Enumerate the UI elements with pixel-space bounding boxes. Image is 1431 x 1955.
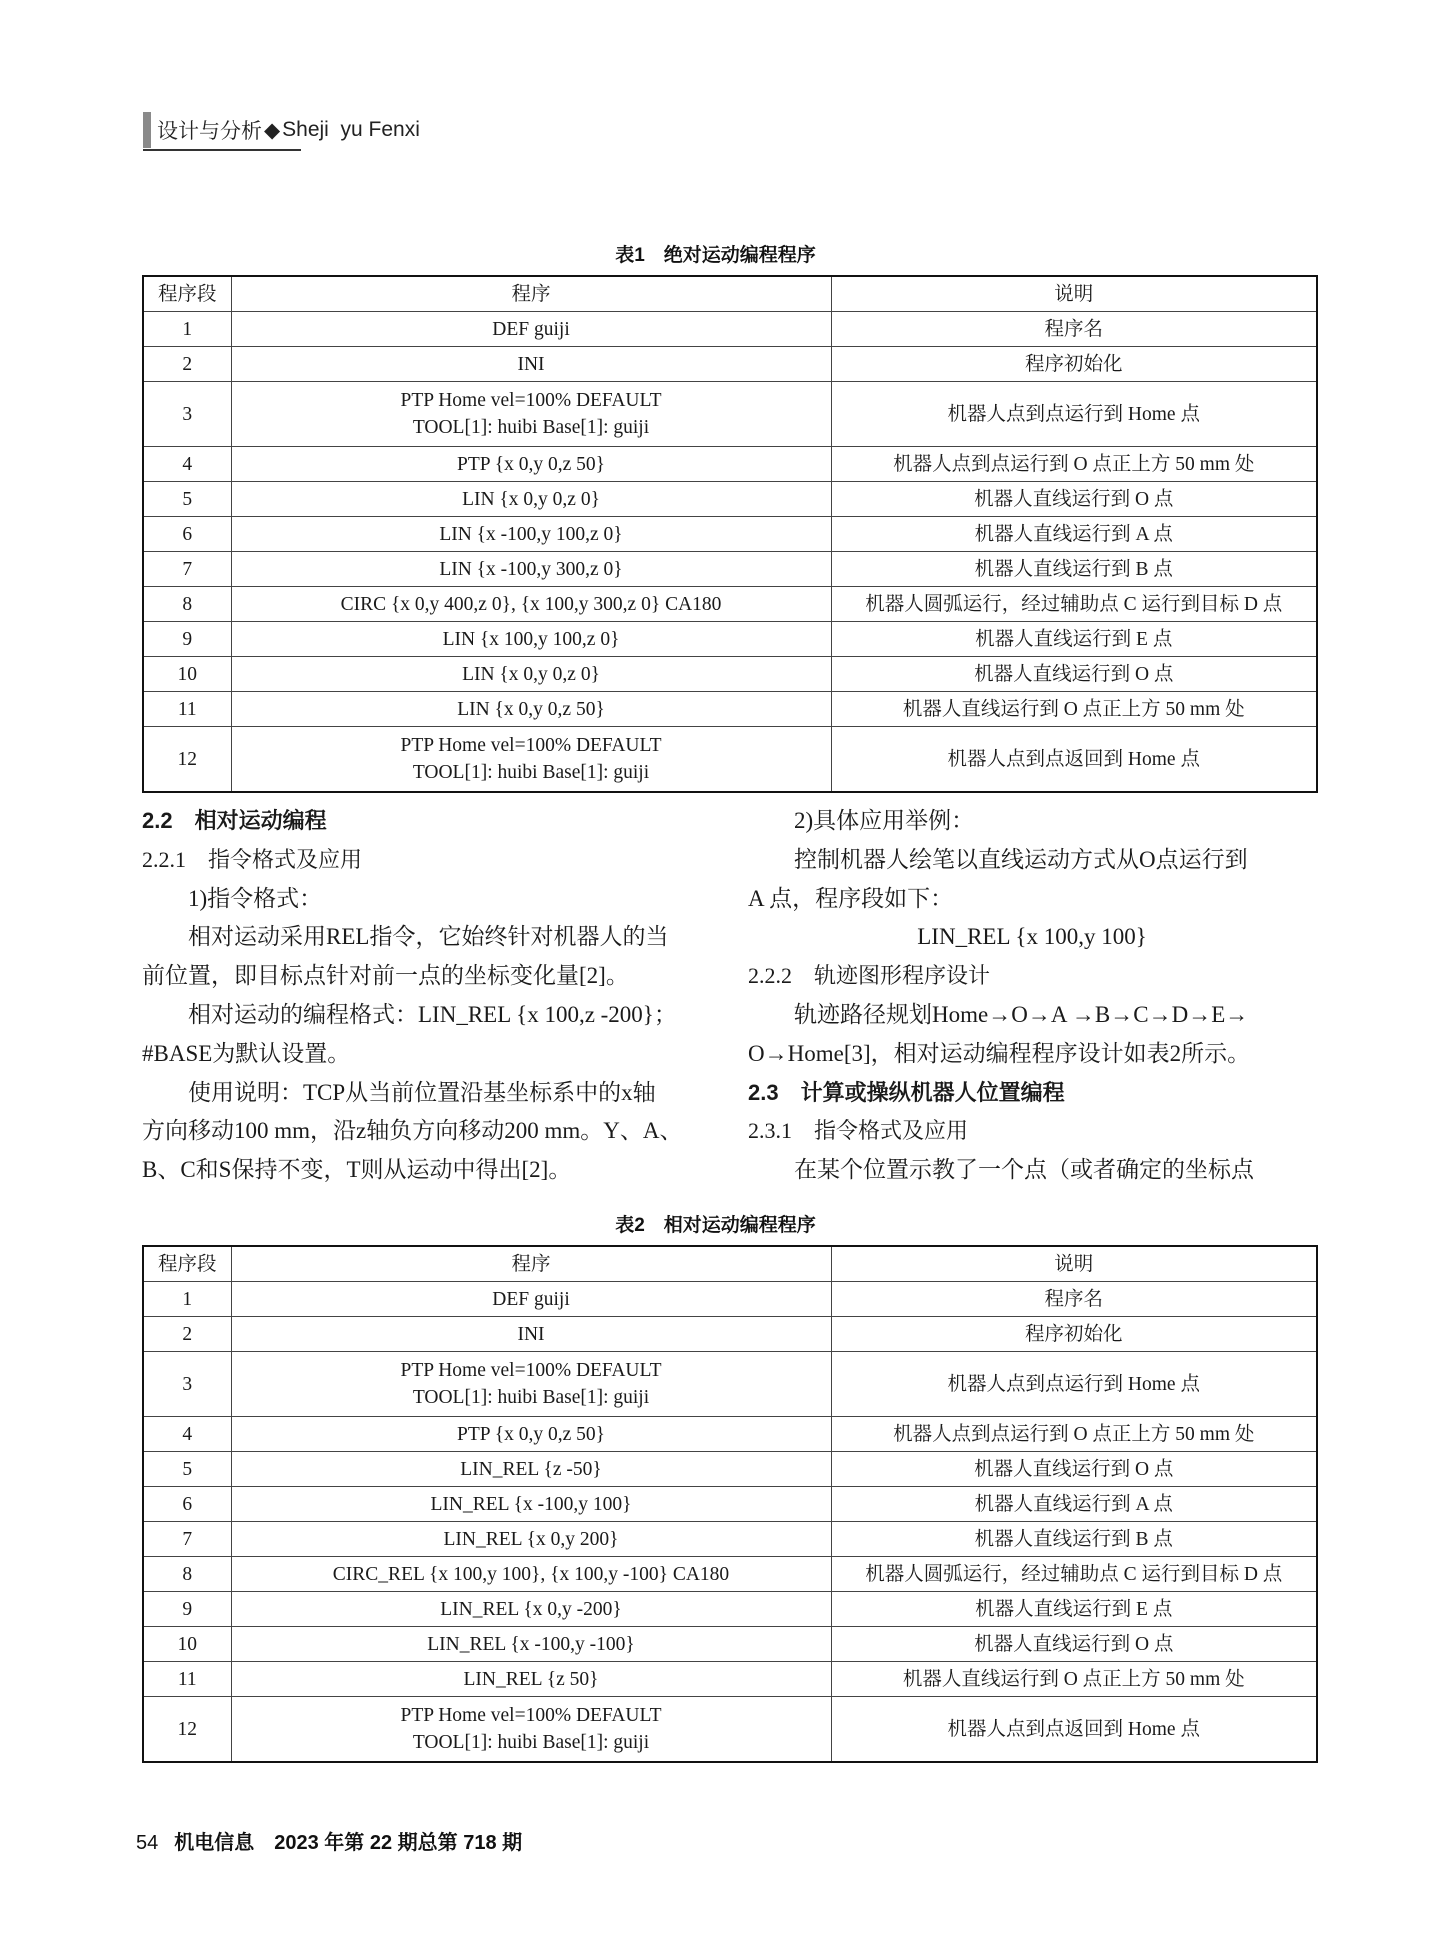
program-line: LIN {x 0,y 0,z 0} <box>462 488 600 510</box>
page-footer <box>136 1826 522 1855</box>
description-cell: 机器人直线运行到 O 点 <box>831 1452 1317 1487</box>
row-number: 9 <box>143 1592 231 1627</box>
table-row <box>143 1317 1317 1352</box>
row-number: 12 <box>143 727 231 793</box>
table-row <box>143 517 1317 552</box>
row-number: 10 <box>143 1627 231 1662</box>
subsection-heading: 2.3.1 指令格式及应用 <box>748 1118 969 1144</box>
description-cell: 机器人直线运行到 O 点 <box>831 657 1317 692</box>
paragraph-line: 使用说明：TCP从当前位置沿基坐标系中的x轴 <box>188 1079 656 1105</box>
program-cell <box>231 587 831 622</box>
program-line: LIN_REL {x -100,y 100} <box>430 1493 632 1515</box>
description-cell: 机器人圆弧运行，经过辅助点 C 运行到目标 D 点 <box>831 1557 1317 1592</box>
row-number: 7 <box>143 1522 231 1557</box>
program-line: INI <box>517 353 545 375</box>
table2-caption: 表2 相对运动编程程序 <box>615 1215 816 1236</box>
row-number: 4 <box>143 447 231 482</box>
program-cell <box>231 657 831 692</box>
program-line: PTP Home vel=100% DEFAULT <box>400 1360 662 1381</box>
paragraph-line: 前位置，即目标点针对前一点的坐标变化量[2]。 <box>142 963 629 989</box>
description-cell: 程序名 <box>831 1282 1317 1317</box>
table-row <box>143 1592 1317 1627</box>
program-line: LIN_REL {x 0,y -200} <box>440 1598 622 1620</box>
table1 <box>142 275 1318 793</box>
description-cell: 程序初始化 <box>831 347 1317 382</box>
program-line: LIN {x 0,y 0,z 0} <box>462 663 600 685</box>
description-cell: 机器人圆弧运行，经过辅助点 C 运行到目标 D 点 <box>831 587 1317 622</box>
program-line: PTP Home vel=100% DEFAULT <box>400 735 662 756</box>
description-cell: 机器人直线运行到 E 点 <box>831 622 1317 657</box>
row-number: 1 <box>143 312 231 347</box>
paragraph-line: #BASE为默认设置。 <box>142 1040 351 1066</box>
description-cell: 机器人直线运行到 O 点正上方 50 mm 处 <box>831 1662 1317 1697</box>
description-cell: 机器人点到点运行到 O 点正上方 50 mm 处 <box>831 447 1317 482</box>
description-cell: 机器人点到点返回到 Home 点 <box>831 1697 1317 1763</box>
program-cell <box>231 552 831 587</box>
table1-header-program: 程序 <box>231 276 831 312</box>
paragraph-line: 方向移动100 mm，沿z轴负方向移动200 mm。Y、A、 <box>142 1118 683 1144</box>
right-column <box>748 802 1316 1190</box>
table1-header-no: 程序段 <box>143 276 231 312</box>
program-cell <box>231 692 831 727</box>
table-row <box>143 1557 1317 1592</box>
table-row <box>143 587 1317 622</box>
program-line: PTP {x 0,y 0,z 50} <box>456 1423 605 1445</box>
program-line: PTP Home vel=100% DEFAULT <box>400 390 662 411</box>
description-cell: 机器人直线运行到 E 点 <box>831 1592 1317 1627</box>
description-cell: 程序初始化 <box>831 1317 1317 1352</box>
program-line: PTP Home vel=100% DEFAULT <box>400 1705 662 1726</box>
row-number: 3 <box>143 1352 231 1417</box>
program-cell <box>231 482 831 517</box>
description-cell: 程序名 <box>831 312 1317 347</box>
program-line: LIN_REL {x 0,y 200} <box>443 1528 619 1550</box>
row-number: 3 <box>143 382 231 447</box>
program-line-2: TOOL[1]: huibi Base[1]: guiji <box>412 1387 650 1408</box>
row-number: 1 <box>143 1282 231 1317</box>
table-row <box>143 1627 1317 1662</box>
program-cell <box>231 1452 831 1487</box>
description-cell: 机器人直线运行到 O 点正上方 50 mm 处 <box>831 692 1317 727</box>
table-row <box>143 447 1317 482</box>
table-row <box>143 382 1317 447</box>
table-row <box>143 1452 1317 1487</box>
program-line: LIN {x -100,y 300,z 0} <box>439 558 623 580</box>
paragraph-line: 相对运动采用REL指令，它始终针对机器人的当 <box>188 924 669 950</box>
program-cell <box>231 1487 831 1522</box>
row-number: 4 <box>143 1417 231 1452</box>
paragraph-line: LIN_REL {x 100,y 100} <box>917 924 1147 950</box>
header-accent-bar <box>143 112 151 148</box>
paragraph-line: 控制机器人绘笔以直线运动方式从O点运行到 <box>794 846 1248 872</box>
program-line: DEF guiji <box>492 318 570 340</box>
left-column <box>142 802 720 1190</box>
row-number: 11 <box>143 692 231 727</box>
program-line: LIN {x 0,y 0,z 50} <box>457 698 605 720</box>
row-number: 8 <box>143 1557 231 1592</box>
table-row <box>143 1662 1317 1697</box>
row-number: 5 <box>143 482 231 517</box>
description-cell: 机器人点到点返回到 Home 点 <box>831 727 1317 793</box>
paragraph-line: 1)指令格式： <box>188 885 323 911</box>
program-line: LIN_REL {x -100,y -100} <box>427 1633 635 1655</box>
paragraph-line: 相对运动的编程格式：LIN_REL {x 100,z -200}； <box>188 1001 677 1027</box>
program-cell <box>231 312 831 347</box>
description-cell: 机器人直线运行到 B 点 <box>831 1522 1317 1557</box>
journal-issue: 机电信息 2023 年第 22 期总第 718 期 <box>174 1832 523 1854</box>
table-row <box>143 657 1317 692</box>
program-line-2: TOOL[1]: huibi Base[1]: guiji <box>412 417 650 438</box>
table-row <box>143 1697 1317 1763</box>
program-line: LIN {x -100,y 100,z 0} <box>439 523 623 545</box>
row-number: 2 <box>143 347 231 382</box>
program-line-2: TOOL[1]: huibi Base[1]: guiji <box>412 1732 650 1753</box>
section-heading: 2.3 计算或操纵机器人位置编程 <box>748 1079 1065 1105</box>
table-row <box>143 727 1317 793</box>
subsection-heading: 2.2.2 轨迹图形程序设计 <box>748 963 991 989</box>
program-line: LIN_REL {z -50} <box>460 1458 602 1480</box>
table-row <box>143 347 1317 382</box>
program-line: CIRC_REL {x 100,y 100}, {x 100,y -100} CA180 <box>332 1563 730 1585</box>
description-cell: 机器人点到点运行到 Home 点 <box>831 382 1317 447</box>
paragraph-line: O→Home[3]，相对运动编程程序设计如表2所示。 <box>748 1040 1251 1066</box>
description-cell: 机器人直线运行到 A 点 <box>831 517 1317 552</box>
description-cell: 机器人直线运行到 O 点 <box>831 1627 1317 1662</box>
program-cell <box>231 1697 831 1763</box>
program-cell <box>231 347 831 382</box>
row-number: 6 <box>143 517 231 552</box>
program-cell <box>231 1317 831 1352</box>
table-row <box>143 622 1317 657</box>
program-cell <box>231 447 831 482</box>
paragraph-line: 在某个位置示教了一个点（或者确定的坐标点 <box>794 1157 1254 1183</box>
row-number: 10 <box>143 657 231 692</box>
table-row <box>143 1487 1317 1522</box>
table2-header-desc: 说明 <box>831 1246 1317 1282</box>
subsection-heading: 2.2.1 指令格式及应用 <box>142 846 363 872</box>
row-number: 9 <box>143 622 231 657</box>
table-row <box>143 552 1317 587</box>
program-cell <box>231 622 831 657</box>
program-cell <box>231 382 831 447</box>
description-cell: 机器人直线运行到 A 点 <box>831 1487 1317 1522</box>
running-header <box>143 111 420 149</box>
table-row <box>143 312 1317 347</box>
header-section-en: Sheji yu Fenxi <box>282 118 420 141</box>
program-cell <box>231 727 831 793</box>
program-cell <box>231 1662 831 1697</box>
program-cell <box>231 1627 831 1662</box>
row-number: 5 <box>143 1452 231 1487</box>
program-line: INI <box>517 1323 545 1345</box>
program-cell <box>231 1557 831 1592</box>
table2 <box>142 1245 1318 1763</box>
program-line: LIN_REL {z 50} <box>463 1668 599 1690</box>
row-number: 11 <box>143 1662 231 1697</box>
row-number: 2 <box>143 1317 231 1352</box>
program-cell <box>231 1417 831 1452</box>
program-cell <box>231 517 831 552</box>
table-row <box>143 692 1317 727</box>
program-line: DEF guiji <box>492 1288 570 1310</box>
description-cell: 机器人直线运行到 O 点 <box>831 482 1317 517</box>
row-number: 6 <box>143 1487 231 1522</box>
description-cell: 机器人直线运行到 B 点 <box>831 552 1317 587</box>
table-row <box>143 1282 1317 1317</box>
paragraph-line: 2)具体应用举例： <box>794 808 975 833</box>
table2-header-no: 程序段 <box>143 1246 231 1282</box>
paragraph-line: 轨迹路径规划Home→O→A →B→C→D→E→ <box>794 1001 1249 1027</box>
table2-header-program: 程序 <box>231 1246 831 1282</box>
table-row <box>143 482 1317 517</box>
program-line: CIRC {x 0,y 400,z 0}, {x 100,y 300,z 0} CA180 <box>340 593 722 615</box>
diamond-icon: ◆ <box>264 118 281 142</box>
program-cell <box>231 1352 831 1417</box>
header-section-cn: 设计与分析 <box>157 120 262 143</box>
program-line: PTP {x 0,y 0,z 50} <box>456 453 605 475</box>
program-line-2: TOOL[1]: huibi Base[1]: guiji <box>412 762 650 783</box>
row-number: 8 <box>143 587 231 622</box>
table-row <box>143 1522 1317 1557</box>
row-number: 7 <box>143 552 231 587</box>
table1-caption: 表1 绝对运动编程程序 <box>615 245 816 266</box>
program-line: LIN {x 100,y 100,z 0} <box>442 628 620 650</box>
description-cell: 机器人点到点运行到 Home 点 <box>831 1352 1317 1417</box>
paragraph-line: B、C和S保持不变，T则从运动中得出[2]。 <box>142 1157 572 1183</box>
section-heading: 2.2 相对运动编程 <box>142 808 327 833</box>
program-cell <box>231 1592 831 1627</box>
page-number: 54 <box>136 1832 159 1854</box>
table-row <box>143 1417 1317 1452</box>
paragraph-line: A 点，程序段如下： <box>748 885 954 911</box>
description-cell: 机器人点到点运行到 O 点正上方 50 mm 处 <box>831 1417 1317 1452</box>
program-cell <box>231 1522 831 1557</box>
table1-header-desc: 说明 <box>831 276 1317 312</box>
row-number: 12 <box>143 1697 231 1763</box>
header-rule <box>143 149 301 151</box>
program-cell <box>231 1282 831 1317</box>
table-row <box>143 1352 1317 1417</box>
